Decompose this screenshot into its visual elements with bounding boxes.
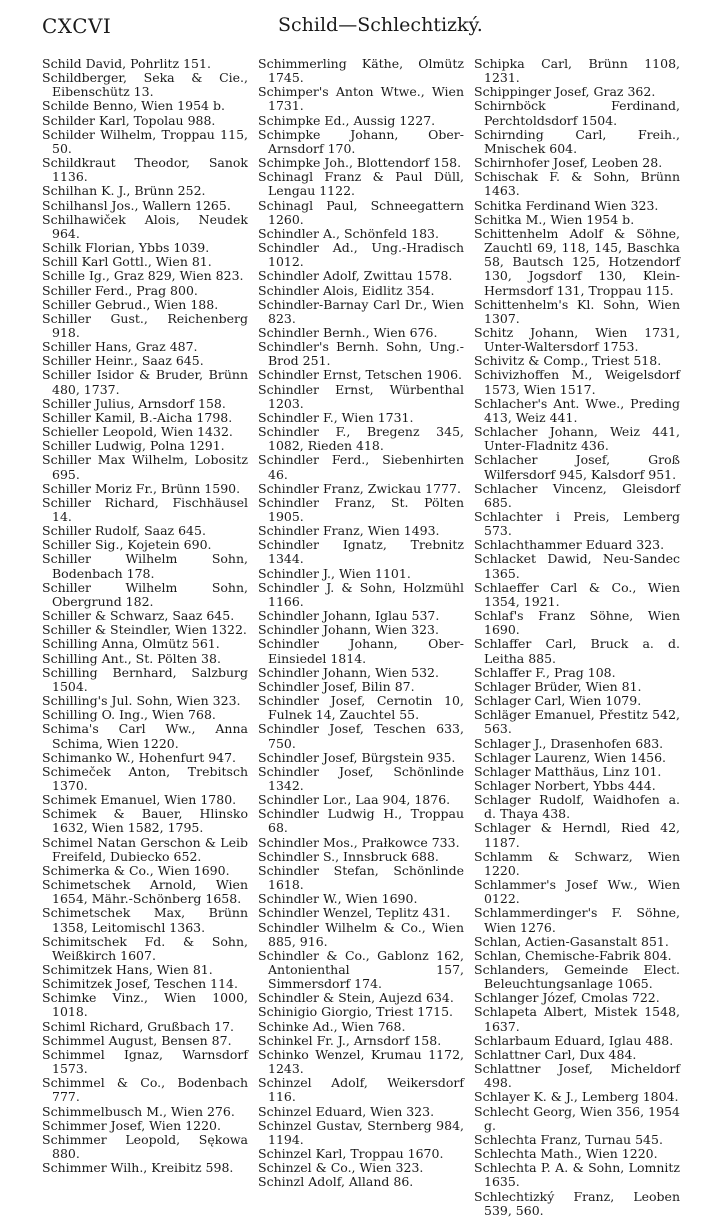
directory-entry: Schindler's Bernh. Sohn, Ung.-Brod 251. — [258, 339, 464, 369]
directory-entry: Schilk Florian, Ybbs 1039. — [42, 240, 210, 256]
directory-entry: Schiller Ferd., Prag 800. — [42, 282, 198, 298]
directory-entry: Schlager Norbert, Ybbs 444. — [474, 777, 656, 793]
directory-entry: Schimetschek Arnold, Wien 1654, Mähr.-Schönberg 1658. — [42, 877, 248, 907]
directory-entry: Schiml Richard, Grußbach 17. — [42, 1018, 234, 1034]
directory-entry: Schimpke Joh., Blottendorf 158. — [258, 155, 462, 171]
directory-entry: Schilling Bernhard, Salzburg 1504. — [42, 664, 248, 694]
directory-entry: Schindler Johann, Wien 323. — [258, 622, 439, 638]
directory-entry: Schlammerdinger's F. Söhne, Wien 1276. — [474, 905, 680, 935]
page-title: Schild—Schlechtizký. — [278, 14, 483, 36]
directory-entry: Schiller Wilhelm Sohn, Obergrund 182. — [42, 579, 248, 609]
directory-entry: Schirnding Carl, Freih., Mnischek 604. — [474, 126, 680, 156]
directory-entry: Schiller Wilhelm Sohn, Bodenbach 178. — [42, 551, 248, 581]
directory-entry: Schiller Moriz Fr., Brünn 1590. — [42, 480, 241, 496]
directory-entry: Schilling's Jul. Sohn, Wien 323. — [42, 693, 241, 709]
directory-entry: Schlayer K. & J., Lemberg 1804. — [474, 1089, 679, 1105]
directory-entry: Schindler Alois, Eidlitz 354. — [258, 282, 435, 298]
directory-entry: Schlager Rudolf, Waidhofen a. d. Thaya 438. — [474, 792, 680, 822]
directory-entry: Schimitzek Hans, Wien 81. — [42, 962, 213, 977]
directory-entry: Schinko Wenzel, Krumau 1172, 1243. — [258, 1046, 464, 1077]
directory-entry: Schimpke Ed., Aussig 1227. — [258, 112, 436, 128]
directory-entry: Schiller Gebrud., Wien 188. — [42, 296, 219, 312]
directory-entry: Schivizhoffen M., Weigelsdorf 1573, Wien 1517. — [474, 367, 680, 397]
directory-entry: Schilhan K. J., Brünn 252. — [42, 183, 206, 199]
directory-entry: Schiller Heinr., Saaz 645. — [42, 353, 204, 369]
directory-entry: Schinzel Adolf, Weikersdorf 116. — [258, 1075, 464, 1105]
directory-entry: Schild David, Pohrlitz 151. — [42, 56, 211, 71]
directory-entry: Schindler Josef, Cernotin 10, Fulnek 14, Zauchtel 55. — [258, 693, 464, 723]
directory-entry: Schinkel Fr. J., Arnsdorf 158. — [258, 1032, 442, 1048]
directory-columns — [42, 56, 687, 1218]
directory-entry: Schlacher's Ant. Wwe., Preding 413, Weiz 441. — [474, 395, 680, 425]
directory-entry: Schläger Emanuel, Přestitz 542, 563. — [474, 707, 680, 737]
directory-entry: Schlattner Carl, Dux 484. — [474, 1046, 637, 1062]
directory-entry: Schindler-Barnay Carl Dr., Wien 823. — [258, 296, 464, 326]
directory-entry: Schindler & Co., Gablonz 162, Antonienthal 157, Simmersdorf 174. — [258, 947, 464, 992]
directory-entry: Schimitzek Josef, Teschen 114. — [42, 976, 238, 992]
directory-entry: Schinigio Giorgio, Triest 1715. — [258, 1004, 454, 1020]
directory-entry: Schilder Wilhelm, Troppau 115, 50. — [42, 126, 248, 156]
directory-entry: Schindler S., Innsbruck 688. — [258, 848, 439, 864]
directory-entry: Schimpke Johann, Ober-Arnsdorf 170. — [258, 126, 464, 156]
directory-entry: Schindler Johann, Ober-Einsiedel 1814. — [258, 636, 464, 666]
directory-entry: Schlaffer F., Prag 108. — [474, 664, 616, 680]
directory-column-3 — [474, 57, 680, 1218]
directory-entry: Schilde Benno, Wien 1954 b. — [42, 98, 225, 114]
directory-entry: Schindler F., Wien 1731. — [258, 409, 414, 425]
directory-entry: Schimek Emanuel, Wien 1780. — [42, 792, 237, 808]
directory-entry: Schlan, Chemische-Fabrik 804. — [474, 947, 672, 963]
directory-entry: Schille Ig., Graz 829, Wien 823. — [42, 268, 244, 284]
directory-entry: Schippinger Josef, Graz 362. — [474, 84, 656, 100]
directory-entry: Schimmer Leopold, Sękowa 880. — [42, 1131, 248, 1162]
directory-entry: Schildberger, Seka & Cie., Eibenschütz 13. — [42, 70, 248, 100]
directory-entry: Schildkraut Theodor, Sanok 1136. — [42, 155, 248, 185]
directory-entry: Schimmel August, Bensen 87. — [42, 1032, 232, 1048]
directory-entry: Schinzl Adolf, Alland 86. — [258, 1174, 414, 1190]
directory-entry: Schindler Ludwig H., Troppau 68. — [258, 806, 464, 836]
directory-entry: Schimmel Ignaz, Warnsdorf 1573. — [42, 1046, 248, 1077]
directory-entry: Schlacher Josef, Groß Wilfersdorf 945, Kalsdorf 951. — [474, 452, 680, 482]
directory-entry: Schindler Adolf, Zwittau 1578. — [258, 268, 453, 284]
directory-entry: Schindler Johann, Iglau 537. — [258, 608, 440, 624]
directory-entry: Schlan, Actien-Gasanstalt 851. — [474, 933, 669, 949]
directory-entry: Schimke Vinz., Wien 1000, 1018. — [42, 990, 248, 1020]
directory-entry: Schlager Matthäus, Linz 101. — [474, 763, 662, 779]
directory-entry: Schilder Karl, Topolau 988. — [42, 112, 216, 128]
directory-entry: Schiller Rudolf, Saaz 645. — [42, 523, 206, 539]
directory-entry: Schlechta Math., Wien 1220. — [474, 1146, 658, 1162]
directory-column-2 — [258, 57, 464, 1190]
directory-entry: Schlaf's Franz Söhne, Wien 1690. — [474, 608, 680, 638]
directory-entry: Schlager J., Drasenhofen 683. — [474, 735, 664, 751]
directory-entry: Schimmerling Käthe, Olmütz 1745. — [258, 56, 464, 86]
directory-entry: Schindler J., Wien 1101. — [258, 565, 411, 581]
directory-entry: Schindler Johann, Wien 532. — [258, 664, 439, 680]
directory-entry: Schiller Max Wilhelm, Lobositz 695. — [42, 452, 248, 482]
directory-entry: Schindler J. & Sohn, Holzmühl 1166. — [258, 579, 464, 609]
directory-entry: Schlapeta Albert, Mistek 1548, 1637. — [474, 1004, 680, 1034]
directory-entry: Schiller Ludwig, Polna 1291. — [42, 438, 225, 454]
directory-entry: Schindler Wenzel, Teplitz 431. — [258, 905, 451, 921]
directory-entry: Schlachter i Preis, Lemberg 573. — [474, 509, 680, 539]
directory-entry: Schinzel & Co., Wien 323. — [258, 1160, 424, 1176]
directory-entry: Schivitz & Comp., Triest 518. — [474, 353, 662, 369]
directory-entry: Schinke Ad., Wien 768. — [258, 1018, 406, 1034]
directory-entry: Schimerka & Co., Wien 1690. — [42, 862, 230, 878]
directory-entry: Schindler Josef, Teschen 633, 750. — [258, 721, 464, 751]
directory-entry: Schindler Josef, Bilin 87. — [258, 678, 415, 694]
directory-entry: Schiller Richard, Fischhäusel 14. — [42, 494, 248, 524]
directory-entry: Schilhawiček Alois, Neudek 964. — [42, 211, 248, 241]
directory-entry: Schlarbaum Eduard, Iglau 488. — [474, 1032, 674, 1048]
directory-entry: Schindler Wilhelm & Co., Wien 885, 916. — [258, 919, 464, 949]
directory-entry: Schirnböck Ferdinand, Perchtoldsdorf 1504. — [474, 98, 680, 128]
directory-entry: Schindler Franz, Zwickau 1777. — [258, 480, 461, 496]
page-number: CXCVI — [42, 14, 112, 38]
directory-entry: Schiller Julius, Arnsdorf 158. — [42, 395, 226, 411]
directory-entry: Schiller & Steindler, Wien 1322. — [42, 622, 247, 638]
directory-entry: Schindler F., Bregenz 345, 1082, Rieden 418. — [258, 424, 464, 454]
directory-entry: Schindler W., Wien 1690. — [258, 891, 418, 907]
directory-entry: Schindler Josef, Bürgstein 935. — [258, 749, 456, 765]
directory-entry: Schitz Johann, Wien 1731, Unter-Waltersdorf 1753. — [474, 324, 680, 355]
directory-entry: Schimitschek Fd. & Sohn, Weißkirch 1607. — [42, 933, 248, 963]
directory-entry: Schlechtizký Franz, Leoben 539, 560. — [474, 1188, 680, 1218]
directory-entry: Schindler Lor., Laa 904, 1876. — [258, 792, 451, 808]
directory-entry: Schiller Hans, Graz 487. — [42, 339, 198, 355]
directory-entry: Schinzel Eduard, Wien 323. — [258, 1103, 435, 1119]
directory-entry: Schiller & Schwarz, Saaz 645. — [42, 608, 235, 624]
directory-entry: Schinagl Paul, Schneegattern 1260. — [258, 197, 464, 227]
directory-entry: Schindler Franz, St. Pölten 1905. — [258, 494, 464, 524]
directory-entry: Schipka Carl, Brünn 1108, 1231. — [474, 56, 680, 86]
directory-entry: Schimmer Josef, Wien 1220. — [42, 1117, 221, 1133]
directory-entry: Schiller Isidor & Bruder, Brünn 480, 1737. — [42, 367, 248, 397]
directory-entry: Schlattner Josef, Micheldorf 498. — [474, 1061, 680, 1091]
directory-entry: Schilling O. Ing., Wien 768. — [42, 707, 216, 723]
directory-column-1 — [42, 57, 248, 1175]
directory-entry: Schinzel Gustav, Sternberg 984, 1194. — [258, 1117, 464, 1147]
directory-entry: Schindler Bernh., Wien 676. — [258, 324, 438, 340]
directory-entry: Schlaffer Carl, Bruck a. d. Leitha 885. — [474, 636, 680, 666]
directory-entry: Schimmer Wilh., Kreibitz 598. — [42, 1160, 234, 1176]
directory-entry: Schilling Anna, Olmütz 561. — [42, 636, 220, 652]
directory-entry: Schinagl Franz & Paul Düll, Lengau 1122. — [258, 169, 464, 199]
directory-entry: Schischak F. & Sohn, Brünn 1463. — [474, 169, 680, 199]
directory-entry: Schitka M., Wien 1954 b. — [474, 211, 635, 227]
directory-entry: Schindler Mos., Prałkowce 733. — [258, 834, 460, 850]
directory-entry: Schlacher Vincenz, Gleisdorf 685. — [474, 480, 680, 510]
directory-entry: Schitka Ferdinand Wien 323. — [474, 197, 659, 213]
directory-entry: Schiller Gust., Reichenberg 918. — [42, 310, 248, 340]
directory-entry: Schimmelbusch M., Wien 276. — [42, 1103, 235, 1119]
directory-entry: Schlager & Herndl, Ried 42, 1187. — [474, 820, 680, 850]
directory-entry: Schindler Ferd., Siebenhirten 46. — [258, 452, 464, 482]
directory-entry: Schlecht Georg, Wien 356, 1954 g. — [474, 1103, 680, 1133]
directory-entry: Schlechta Franz, Turnau 545. — [474, 1131, 663, 1147]
directory-entry: Schiller Sig., Kojetein 690. — [42, 537, 212, 553]
directory-entry: Schlanger Józef, Cmolas 722. — [474, 990, 660, 1006]
directory-entry: Schiller Kamil, B.-Aicha 1798. — [42, 409, 233, 425]
directory-entry: Schittenhelm Adolf & Söhne, Zauchtl 69, 118, 145, Baschka 58, Bautsch 125, Hotzendorf 130, Jogsdorf 130, Klein-Hermsdorf 131, Troppau 115. — [474, 225, 680, 298]
directory-entry: Schimper's Anton Wtwe., Wien 1731. — [258, 84, 464, 114]
directory-entry: Schindler Ernst, Tetschen 1906. — [258, 367, 463, 383]
directory-entry: Schlager Brüder, Wien 81. — [474, 678, 642, 694]
directory-entry: Schindler Franz, Wien 1493. — [258, 523, 440, 539]
directory-entry: Schimel Natan Gerschon & Leib Freifeld, Dubiecko 652. — [42, 834, 248, 864]
directory-entry: Schindler Stefan, Schönlinde 1618. — [258, 862, 464, 893]
directory-entry: Schlacher Johann, Weiz 441, Unter-Fladnitz 436. — [474, 424, 680, 454]
directory-entry: Schlaeffer Carl & Co., Wien 1354, 1921. — [474, 579, 680, 609]
directory-entry: Schilhansl Jos., Wallern 1265. — [42, 197, 231, 213]
directory-entry: Schindler Ernst, Würbenthal 1203. — [258, 381, 464, 411]
directory-entry: Schindler & Stein, Aujezd 634. — [258, 990, 454, 1006]
directory-entry: Schlachthammer Eduard 323. — [474, 537, 665, 553]
directory-entry: Schimmel & Co., Bodenbach 777. — [42, 1075, 248, 1105]
directory-entry: Schirnhofer Josef, Leoben 28. — [474, 155, 663, 171]
directory-entry: Schlamm & Schwarz, Wien 1220. — [474, 848, 680, 878]
directory-entry: Schilling Ant., St. Pölten 38. — [42, 650, 221, 666]
directory-entry: Schlager Laurenz, Wien 1456. — [474, 749, 667, 765]
directory-entry: Schimek & Bauer, Hlinsko 1632, Wien 1582, 1795. — [42, 806, 248, 836]
directory-entry: Schlechta P. A. & Sohn, Lomnitz 1635. — [474, 1160, 680, 1190]
directory-entry: Schinzel Karl, Troppau 1670. — [258, 1146, 444, 1162]
directory-entry: Schimanko W., Hohenfurt 947. — [42, 749, 237, 765]
directory-entry: Schimeček Anton, Trebitsch 1370. — [42, 763, 248, 793]
directory-entry: Schieller Leopold, Wien 1432. — [42, 424, 233, 440]
directory-entry: Schindler Josef, Schönlinde 1342. — [258, 763, 464, 793]
directory-entry: Schlager Carl, Wien 1079. — [474, 693, 642, 709]
directory-entry: Schimetschek Max, Brünn 1358, Leitomischl 1363. — [42, 905, 248, 935]
directory-entry: Schima's Carl Ww., Anna Schima, Wien 1220. — [42, 721, 248, 751]
directory-entry: Schindler Ad., Ung.-Hradisch 1012. — [258, 240, 464, 270]
directory-entry: Schlanders, Gemeinde Elect. Beleuchtungsanlage 1065. — [474, 962, 680, 992]
directory-entry: Schittenhelm's Kl. Sohn, Wien 1307. — [474, 296, 680, 326]
directory-entry: Schindler A., Schönfeld 183. — [258, 225, 439, 241]
directory-entry: Schindler Ignatz, Trebnitz 1344. — [258, 537, 464, 567]
directory-entry: Schlammer's Josef Ww., Wien 0122. — [474, 877, 680, 907]
directory-entry: Schill Karl Gottl., Wien 81. — [42, 254, 212, 270]
directory-entry: Schlacket Dawid, Neu-Sandec 1365. — [474, 551, 680, 581]
